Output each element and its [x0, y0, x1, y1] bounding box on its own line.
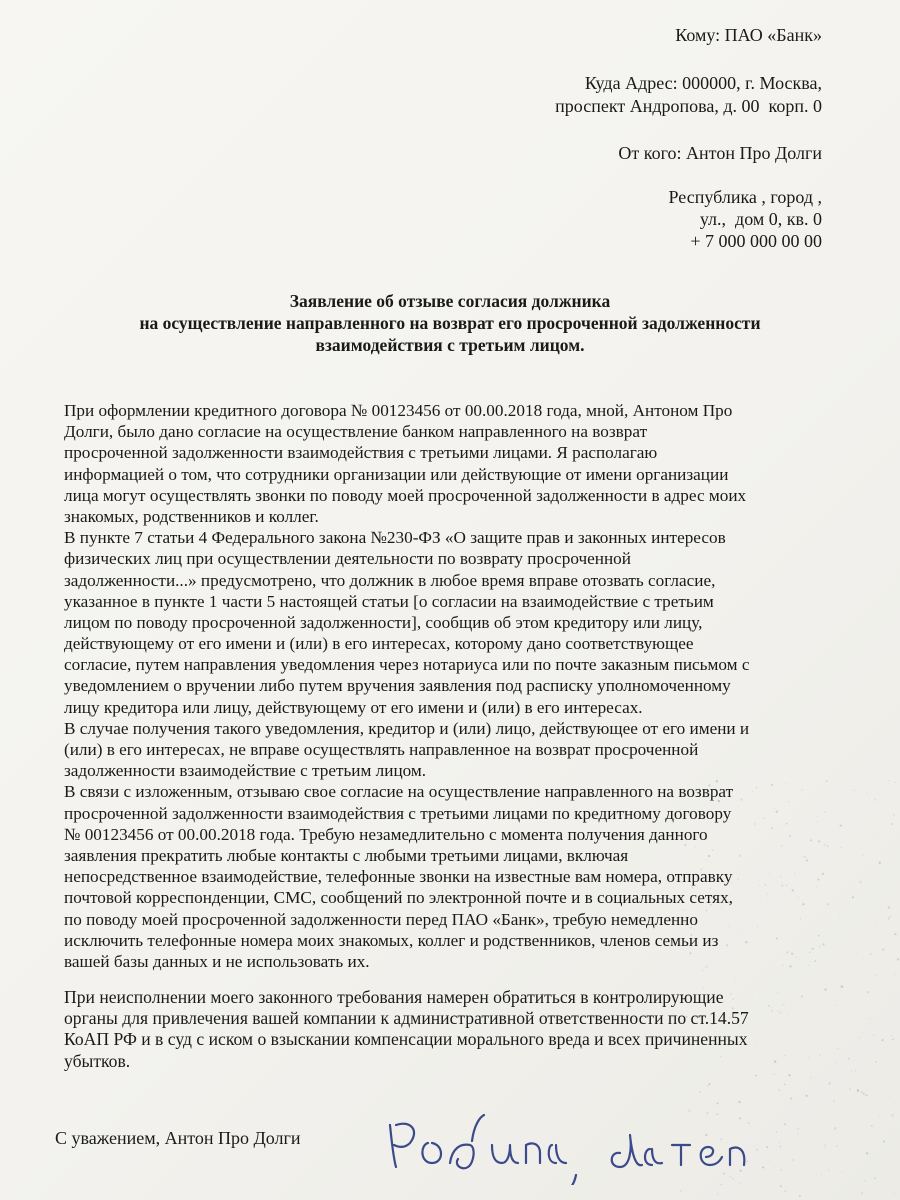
noise-dot — [734, 1096, 735, 1097]
noise-dot — [883, 1140, 885, 1142]
noise-dot — [849, 1088, 851, 1090]
body-line: В случае получения такого уведомления, кредитор и (или) лицо, действующее от его имени и — [64, 718, 750, 738]
final-paragraph — [64, 985, 854, 1070]
noise-dot — [891, 823, 893, 825]
body-line: вашей базы данных и не использовать их. — [64, 951, 370, 971]
noise-dot — [891, 1035, 892, 1036]
noise-dot — [897, 958, 900, 961]
handwritten-signature — [380, 1105, 780, 1185]
body-line: В связи с изложенным, отзываю свое согласие на осуществление направленного на возврат — [64, 782, 734, 802]
noise-dot — [797, 1128, 799, 1130]
body-line: физических лиц при осуществлении деятельности по возврату просроченной — [64, 549, 631, 569]
noise-dot — [888, 780, 889, 781]
body-line: задолженности...» предусмотрено, что должник в любое время вправе отозвать согласие, — [64, 570, 716, 590]
noise-dot — [894, 854, 895, 855]
noise-dot — [888, 917, 890, 919]
noise-dot — [866, 793, 867, 794]
noise-dot — [851, 1071, 852, 1072]
noise-dot — [892, 1039, 894, 1041]
body-line: При неисполнении моего законного требования намерен обратиться в контролирующие — [64, 987, 724, 1007]
noise-dot — [879, 1096, 880, 1097]
body-line: лицом по поводу просроченной задолженности], сообщив об этом кредитору или лицу, — [64, 612, 703, 632]
noise-dot — [796, 1176, 797, 1177]
recipient-line: Кому: ПАО «Банк» — [675, 25, 822, 45]
body-line: При оформлении кредитного договора № 00123456 от 00.00.2018 года, мной, Антоном Про — [64, 401, 733, 420]
sender-address-line1: Республика , город , — [668, 187, 822, 207]
body-line: КоАП РФ и в суд с иском о взыскании компенсации морального вреда и всех причиненных — [64, 1029, 748, 1050]
noise-dot — [871, 1125, 872, 1126]
noise-dot — [889, 916, 891, 918]
noise-dot — [824, 1147, 825, 1148]
body-line: указанное в пункте 1 части 5 настоящей статьи [о согласии на взаимодействие с третьим — [64, 591, 714, 611]
noise-dot — [870, 953, 872, 955]
noise-dot — [861, 1192, 863, 1194]
noise-dot — [891, 996, 892, 997]
noise-dot — [792, 1159, 795, 1162]
noise-dot — [841, 1171, 842, 1172]
noise-dot — [878, 862, 880, 864]
noise-dot — [888, 906, 890, 908]
noise-dot — [788, 1074, 790, 1076]
noise-dot — [894, 1192, 895, 1193]
title-line: на осуществление направленного на возврат его просроченной задолженности — [139, 313, 761, 333]
title-line: взаимодействия с третьим лицом. — [315, 335, 585, 355]
noise-dot — [738, 1101, 740, 1103]
noise-dot — [875, 924, 876, 925]
noise-dot — [699, 1091, 701, 1093]
body-line: исключить телефонные номера моих знакомых, коллег и родственников, членов семьи из — [64, 930, 719, 950]
body-line: № 00123456 от 00.00.2018 года. Требую незамедлительно с момента получения данного — [64, 824, 708, 844]
noise-dot — [836, 1146, 837, 1147]
noise-dot — [892, 1155, 893, 1156]
noise-dot — [873, 834, 874, 835]
noise-dot — [863, 1093, 865, 1095]
noise-dot — [879, 1116, 880, 1117]
body-line: органы для привлечения вашей компании к административной ответственности по ст.14.57 — [64, 1008, 749, 1029]
noise-dot — [734, 982, 735, 983]
noise-dot — [882, 948, 884, 950]
noise-dot — [881, 1039, 883, 1041]
noise-dot — [856, 953, 857, 954]
body-line: (или) в его интересах, не вправе осуществлять направленное на возврат просроченной — [64, 740, 699, 759]
noise-dot — [876, 1018, 877, 1019]
noise-dot — [821, 1174, 822, 1175]
noise-dot — [790, 1098, 792, 1100]
noise-dot — [833, 1100, 835, 1102]
sender-phone: + 7 000 000 00 00 — [690, 231, 822, 251]
noise-dot — [866, 1152, 868, 1154]
body-line: действующему от его имени и (или) в его интересах, которому дано соответствующее — [64, 634, 694, 654]
noise-dot — [867, 991, 869, 993]
noise-dot — [810, 1076, 812, 1078]
noise-dot — [895, 782, 896, 783]
noise-dot — [866, 1094, 868, 1096]
noise-dot — [859, 881, 862, 884]
noise-dot — [857, 1089, 859, 1091]
recipient-address-line2: проспект Андропова, д. 00 корп. 0 — [555, 96, 822, 116]
body-line: по поводу моей просроченной задолженности перед ПАО «Банк», требую немедленно — [64, 909, 698, 929]
noise-dot — [709, 1083, 711, 1085]
noise-dot — [893, 814, 895, 816]
document-title — [40, 290, 860, 356]
body-line: заявления прекратить любые контакты с любыми третьими лицами, включая — [64, 845, 629, 865]
noise-dot — [780, 1169, 782, 1171]
body-line: просроченной задолженности взаимодействия с третьими лицами по кредитному договору — [64, 803, 732, 823]
body-line: просроченной задолженности взаимодействия с третьими лицами. Я располагаю — [64, 443, 658, 463]
noise-dot — [875, 975, 876, 976]
recipient-address-line1: Куда Адрес: 000000, г. Москва, — [584, 73, 822, 93]
noise-dot — [862, 854, 863, 855]
noise-dot — [735, 979, 736, 980]
noise-dot — [784, 1190, 786, 1192]
sender-address-line2: ул., дом 0, кв. 0 — [699, 209, 822, 229]
noise-dot — [864, 1180, 866, 1182]
closing-regards: С уважением, Антон Про Долги — [55, 1128, 301, 1148]
body-line: информацией о том, что сотрудники организации или действующие от имени организации — [64, 464, 729, 484]
noise-dot — [805, 1095, 807, 1097]
body-line: почтовой корреспонденции, СМС, сообщений по электронной почте и в социальных сетях, — [64, 888, 733, 908]
noise-dot — [873, 1035, 874, 1036]
noise-dot — [680, 1190, 682, 1192]
body-line: задолженности взаимодействие с третьим лицом. — [64, 761, 427, 781]
noise-dot — [707, 1085, 709, 1087]
noise-dot — [891, 1114, 893, 1116]
noise-dot — [874, 1177, 875, 1178]
noise-dot — [780, 1185, 782, 1187]
noise-dot — [895, 974, 896, 975]
noise-dot — [874, 799, 876, 801]
noise-dot — [825, 1145, 826, 1146]
noise-dot — [834, 1127, 837, 1130]
noise-dot — [893, 899, 894, 900]
noise-dot — [875, 1061, 876, 1062]
body-paragraphs — [64, 400, 854, 972]
body-line: лицу кредитора или лицу, действующему от его имени и (или) в его интересах. — [64, 697, 643, 717]
noise-dot — [889, 1097, 890, 1098]
body-line: уведомлением о вручении либо путем вручения заявления под расписку уполномоченному — [64, 676, 731, 696]
noise-dot — [773, 1073, 775, 1075]
body-line: согласие, путем направления уведомления через нотариуса или по почте заказным письмом с — [64, 655, 750, 675]
noise-dot — [717, 1193, 719, 1195]
body-line: убытков. — [64, 1050, 131, 1071]
noise-dot — [828, 1082, 830, 1084]
body-line: знакомых, родственников и коллег. — [64, 506, 319, 526]
sender-line: От кого: Антон Про Долги — [618, 143, 822, 163]
noise-dot — [779, 1090, 780, 1091]
noise-dot — [784, 1123, 786, 1125]
noise-dot — [894, 933, 896, 935]
body-line: лица могут осуществлять звонки по поводу моей просроченной задолженности в адрес моих — [64, 485, 747, 505]
body-line: В пункте 7 статьи 4 Федерального закона №230-ФЗ «О защите прав и законных интересов — [64, 528, 726, 548]
noise-dot — [797, 1134, 798, 1135]
noise-dot — [855, 1070, 856, 1071]
noise-dot — [858, 1037, 860, 1039]
noise-dot — [784, 1084, 785, 1085]
noise-dot — [828, 1170, 829, 1171]
noise-dot — [861, 1091, 863, 1093]
body-line: Долги, было дано согласие на осуществление банком направленного на возврат — [64, 422, 648, 442]
title-line: Заявление об отзыве согласия должника — [289, 291, 611, 311]
noise-dot — [869, 1019, 870, 1020]
noise-dot — [755, 1075, 757, 1077]
noise-dot — [799, 1195, 801, 1197]
noise-dot — [862, 1032, 863, 1033]
body-line: непосредственное взаимодействие, телефонные звонки на известные вам номера, отправку — [64, 867, 733, 887]
